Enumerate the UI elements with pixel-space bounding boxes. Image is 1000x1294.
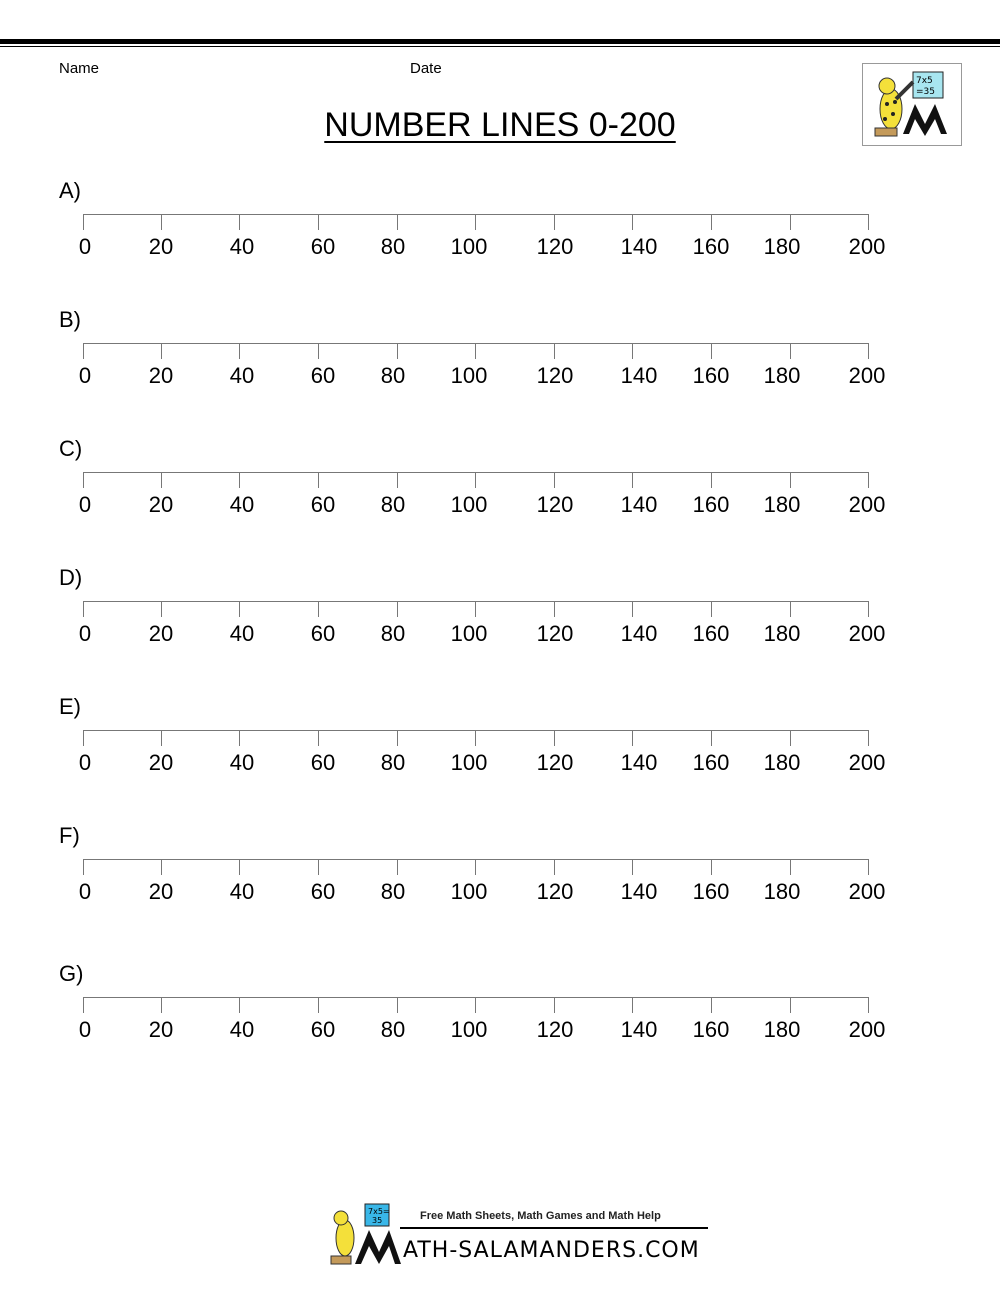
tick-mark <box>711 214 712 230</box>
tick-mark <box>161 997 162 1013</box>
tick-mark <box>397 730 398 746</box>
tick-mark <box>83 343 84 359</box>
number-line-label: G) <box>59 961 84 986</box>
tick-label: 0 <box>78 879 92 904</box>
tick-label: 20 <box>148 879 174 904</box>
number-line-label: E) <box>59 694 81 719</box>
tick-label: 160 <box>692 621 730 646</box>
tick-mark <box>554 472 555 488</box>
tick-label: 80 <box>380 234 406 259</box>
tick-label: 0 <box>78 621 92 646</box>
tick-mark <box>83 601 84 617</box>
tick-mark <box>83 214 84 230</box>
tick-label: 180 <box>763 363 801 388</box>
tick-label: 160 <box>692 750 730 775</box>
tick-mark <box>83 472 84 488</box>
svg-text:=35: =35 <box>916 87 935 97</box>
tick-mark <box>868 472 869 488</box>
tick-mark <box>239 343 240 359</box>
tick-label: 60 <box>310 492 336 517</box>
tick-label: 180 <box>763 621 801 646</box>
tick-mark <box>161 472 162 488</box>
number-line-axis <box>83 343 869 344</box>
tick-label: 100 <box>450 492 488 517</box>
tick-label: 140 <box>620 363 658 388</box>
number-line-axis <box>83 601 869 602</box>
number-line-label: A) <box>59 178 81 203</box>
salamander-logo <box>862 63 962 146</box>
tick-mark <box>161 859 162 875</box>
tick-label: 140 <box>620 492 658 517</box>
tick-mark <box>790 730 791 746</box>
tick-mark <box>790 343 791 359</box>
tick-label: 0 <box>78 234 92 259</box>
tick-label: 180 <box>763 492 801 517</box>
tick-mark <box>83 730 84 746</box>
tick-label: 160 <box>692 363 730 388</box>
tick-label: 100 <box>450 363 488 388</box>
tick-mark <box>711 343 712 359</box>
tick-label: 120 <box>536 1017 574 1042</box>
tick-mark <box>554 343 555 359</box>
tick-mark <box>554 601 555 617</box>
page-title: NUMBER LINES 0-200 <box>324 106 676 144</box>
tick-label: 140 <box>620 750 658 775</box>
svg-text:35: 35 <box>372 1216 383 1225</box>
tick-label: 100 <box>450 879 488 904</box>
tick-mark <box>318 343 319 359</box>
number-line-axis <box>83 730 869 731</box>
tick-label: 120 <box>536 621 574 646</box>
tick-label: 0 <box>78 363 92 388</box>
tick-mark <box>161 601 162 617</box>
tick-mark <box>632 601 633 617</box>
tick-label: 160 <box>692 1017 730 1042</box>
tick-mark <box>711 601 712 617</box>
tick-label: 20 <box>148 1017 174 1042</box>
svg-text:7x5=: 7x5= <box>368 1207 390 1216</box>
tick-label: 60 <box>310 363 336 388</box>
tick-label: 200 <box>848 492 886 517</box>
tick-mark <box>790 214 791 230</box>
tick-mark <box>475 214 476 230</box>
tick-mark <box>397 997 398 1013</box>
tick-label: 180 <box>763 234 801 259</box>
tick-label: 160 <box>692 879 730 904</box>
tick-mark <box>632 859 633 875</box>
tick-label: 100 <box>450 750 488 775</box>
header-rule-thin <box>0 46 1000 47</box>
tick-label: 40 <box>229 1017 255 1042</box>
tick-mark <box>239 859 240 875</box>
number-line-label: D) <box>59 565 83 590</box>
number-line-label: F) <box>59 823 80 848</box>
tick-mark <box>475 601 476 617</box>
tick-label: 140 <box>620 1017 658 1042</box>
tick-label: 140 <box>620 621 658 646</box>
tick-mark <box>239 730 240 746</box>
tick-label: 200 <box>848 1017 886 1042</box>
tick-mark <box>161 730 162 746</box>
tick-mark <box>790 601 791 617</box>
tick-mark <box>868 997 869 1013</box>
tick-label: 40 <box>229 492 255 517</box>
tick-mark <box>632 997 633 1013</box>
tick-mark <box>632 343 633 359</box>
footer-logo <box>325 1200 715 1270</box>
tick-label: 20 <box>148 234 174 259</box>
tick-mark <box>632 214 633 230</box>
tick-mark <box>239 997 240 1013</box>
name-label: Name <box>59 60 100 77</box>
tick-mark <box>790 859 791 875</box>
footer-tagline: Free Math Sheets, Math Games and Math Help <box>420 1210 661 1222</box>
tick-mark <box>475 472 476 488</box>
tick-label: 0 <box>78 750 92 775</box>
tick-label: 40 <box>229 750 255 775</box>
tick-label: 100 <box>450 621 488 646</box>
tick-label: 80 <box>380 879 406 904</box>
tick-label: 160 <box>692 492 730 517</box>
tick-label: 40 <box>229 234 255 259</box>
tick-label: 100 <box>450 1017 488 1042</box>
tick-mark <box>239 601 240 617</box>
tick-mark <box>318 601 319 617</box>
tick-label: 200 <box>848 621 886 646</box>
tick-label: 0 <box>78 492 92 517</box>
tick-label: 120 <box>536 234 574 259</box>
tick-mark <box>318 997 319 1013</box>
tick-label: 60 <box>310 879 336 904</box>
tick-mark <box>711 997 712 1013</box>
tick-label: 60 <box>310 1017 336 1042</box>
tick-mark <box>790 997 791 1013</box>
tick-mark <box>318 214 319 230</box>
tick-label: 80 <box>380 492 406 517</box>
tick-label: 180 <box>763 879 801 904</box>
number-line-label: C) <box>59 436 83 461</box>
tick-mark <box>475 343 476 359</box>
tick-label: 200 <box>848 750 886 775</box>
tick-mark <box>554 859 555 875</box>
number-line-axis <box>83 214 869 215</box>
tick-mark <box>868 601 869 617</box>
tick-mark <box>397 859 398 875</box>
date-label: Date <box>410 60 442 77</box>
tick-mark <box>554 214 555 230</box>
tick-mark <box>711 859 712 875</box>
tick-mark <box>397 472 398 488</box>
tick-mark <box>554 730 555 746</box>
tick-label: 20 <box>148 492 174 517</box>
tick-mark <box>239 472 240 488</box>
tick-mark <box>397 601 398 617</box>
tick-label: 80 <box>380 750 406 775</box>
tick-mark <box>711 730 712 746</box>
tick-mark <box>161 343 162 359</box>
tick-mark <box>475 997 476 1013</box>
tick-mark <box>868 730 869 746</box>
tick-label: 80 <box>380 363 406 388</box>
tick-mark <box>711 472 712 488</box>
tick-label: 60 <box>310 750 336 775</box>
tick-label: 20 <box>148 363 174 388</box>
number-line-axis <box>83 997 869 998</box>
tick-label: 20 <box>148 621 174 646</box>
tick-label: 180 <box>763 1017 801 1042</box>
tick-mark <box>790 472 791 488</box>
tick-mark <box>475 859 476 875</box>
number-line-axis <box>83 859 869 860</box>
footer-salamander-icon <box>325 1200 405 1270</box>
tick-label: 200 <box>848 363 886 388</box>
tick-mark <box>318 472 319 488</box>
tick-mark <box>318 730 319 746</box>
tick-label: 120 <box>536 363 574 388</box>
tick-label: 20 <box>148 750 174 775</box>
footer-site-name: ATH-SALAMANDERS.COM <box>403 1238 700 1263</box>
tick-label: 60 <box>310 234 336 259</box>
tick-label: 120 <box>536 750 574 775</box>
svg-text:7x5: 7x5 <box>916 76 933 86</box>
tick-mark <box>475 730 476 746</box>
tick-mark <box>161 214 162 230</box>
footer-rule <box>400 1227 708 1229</box>
tick-label: 60 <box>310 621 336 646</box>
tick-label: 100 <box>450 234 488 259</box>
tick-mark <box>397 343 398 359</box>
tick-mark <box>83 859 84 875</box>
tick-label: 140 <box>620 879 658 904</box>
tick-label: 120 <box>536 879 574 904</box>
tick-mark <box>868 859 869 875</box>
tick-label: 120 <box>536 492 574 517</box>
tick-label: 200 <box>848 234 886 259</box>
tick-label: 200 <box>848 879 886 904</box>
tick-label: 0 <box>78 1017 92 1042</box>
number-line-axis <box>83 472 869 473</box>
tick-mark <box>554 997 555 1013</box>
tick-mark <box>318 859 319 875</box>
tick-mark <box>868 214 869 230</box>
tick-label: 40 <box>229 363 255 388</box>
tick-label: 40 <box>229 621 255 646</box>
tick-mark <box>83 997 84 1013</box>
tick-mark <box>397 214 398 230</box>
tick-mark <box>239 214 240 230</box>
tick-label: 160 <box>692 234 730 259</box>
header-rule-thick <box>0 39 1000 44</box>
tick-mark <box>632 472 633 488</box>
tick-label: 40 <box>229 879 255 904</box>
salamander-teacher-icon <box>863 64 961 145</box>
tick-mark <box>868 343 869 359</box>
tick-label: 180 <box>763 750 801 775</box>
tick-label: 140 <box>620 234 658 259</box>
number-line-label: B) <box>59 307 81 332</box>
tick-mark <box>632 730 633 746</box>
tick-label: 80 <box>380 621 406 646</box>
tick-label: 80 <box>380 1017 406 1042</box>
